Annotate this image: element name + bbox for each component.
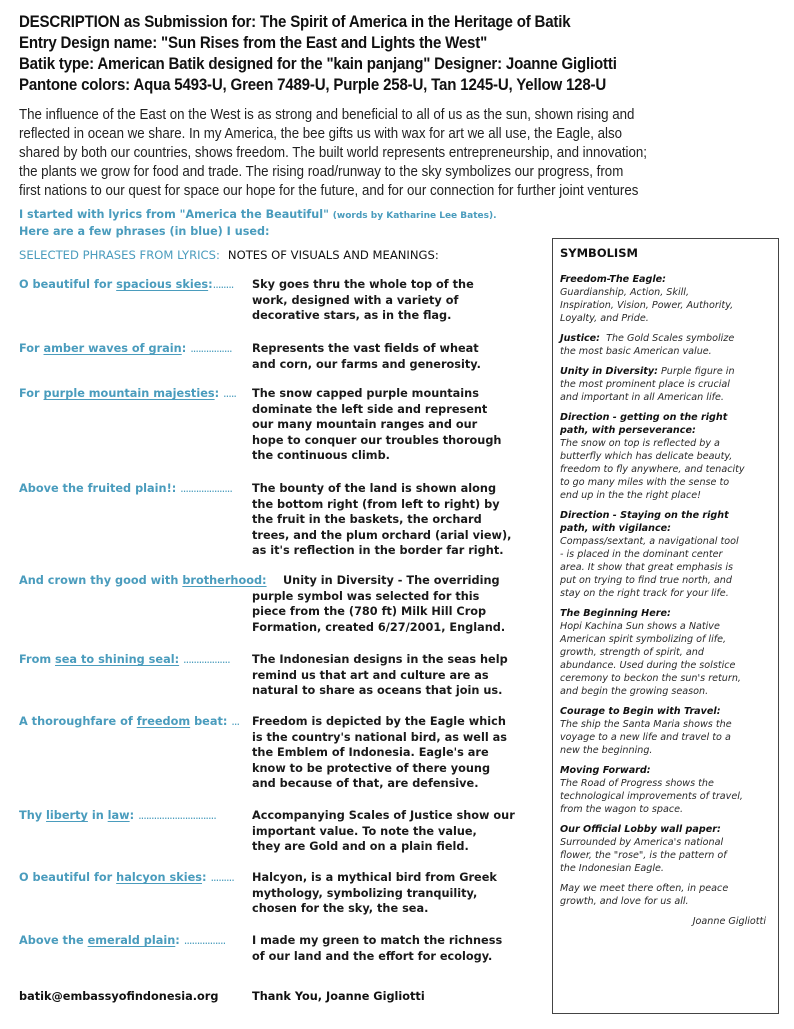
entry-label: Our Official Lobby wall paper: bbox=[560, 824, 721, 835]
intro-line: The influence of the East on the West is as strong and beneficial to all of us as the sun, shown rising and bbox=[19, 107, 635, 123]
note-line: Represents the vast fields of wheat bbox=[252, 342, 479, 355]
phrase-underlined: purple mountain majesties bbox=[43, 387, 215, 400]
symbolism-title: SYMBOLISM bbox=[560, 246, 638, 260]
entry-text-line: and important in all American life. bbox=[560, 392, 724, 403]
symbolism-entry bbox=[560, 705, 778, 757]
intro-paragraph bbox=[19, 106, 794, 201]
symbolism-entries bbox=[560, 273, 778, 875]
phrase-underlined: sea to shining seal: bbox=[55, 653, 180, 666]
symbolism-entry bbox=[560, 509, 778, 600]
note-line: the Emblem of Indonesia. Eagle's are bbox=[252, 746, 489, 760]
note-line: The snow capped purple mountains bbox=[252, 387, 479, 400]
note-line: and corn, our farms and generosity. bbox=[252, 357, 481, 371]
leader-dots: .................... bbox=[180, 482, 232, 495]
lyric-phrase bbox=[19, 808, 216, 824]
note-line: Freedom is depicted by the Eagle which bbox=[252, 715, 506, 728]
entry-text-line: The Road of Progress shows the bbox=[560, 778, 714, 789]
entry-label: Direction - Staying on the right bbox=[560, 510, 729, 521]
entry-text-line: - is placed in the dominant center bbox=[560, 549, 723, 560]
phrase-text: For bbox=[19, 387, 44, 400]
entry-heading-line bbox=[560, 332, 778, 345]
lyrics-intro-line-1 bbox=[19, 207, 497, 224]
lyric-phrase bbox=[19, 870, 234, 886]
entry-heading-line bbox=[560, 823, 778, 836]
closing-line: growth, and love for us all. bbox=[560, 896, 689, 907]
symbolism-entry bbox=[560, 332, 778, 358]
note-line: work, designed with a variety of bbox=[252, 293, 459, 307]
visual-note bbox=[252, 870, 542, 917]
lyric-phrase bbox=[19, 933, 225, 949]
entry-text-line: butterfly which has delicate beauty, bbox=[560, 451, 733, 462]
note-line: is the country's national bird, as well as bbox=[252, 730, 507, 744]
phrase-text: Above the fruited plain!: bbox=[19, 482, 181, 495]
contact-email: batik@embassyofindonesia.org bbox=[19, 990, 219, 1003]
lyric-phrase bbox=[19, 573, 267, 589]
note-line: I made my green to match the richness bbox=[252, 934, 503, 947]
symbolism-entry bbox=[560, 411, 778, 502]
note-line: of our land and the effort for ecology. bbox=[252, 949, 493, 963]
entry-label: Courage to Begin with Travel: bbox=[560, 706, 721, 717]
symbolism-entry bbox=[560, 365, 778, 404]
symbolism-entry bbox=[560, 764, 778, 816]
entry-text-line: new the beginning. bbox=[560, 745, 653, 756]
visual-note bbox=[252, 808, 542, 855]
visual-note bbox=[252, 714, 542, 792]
note-line: Unity in Diversity - The overriding bbox=[283, 574, 500, 587]
phrase-text: : bbox=[208, 278, 213, 291]
entry-text-line: freedom to fly anywhere, and tenacity bbox=[560, 464, 745, 475]
visual-note bbox=[252, 386, 542, 464]
phrase-underlined: emerald plain bbox=[87, 934, 176, 947]
leader-dots: ........ bbox=[212, 278, 234, 291]
note-line: the bottom right (from left to right) by bbox=[252, 497, 500, 511]
entry-text-line: to go many miles with the sense to bbox=[560, 477, 730, 488]
phrase-text: : bbox=[214, 387, 224, 400]
note-line: dominate the left side and represent bbox=[252, 402, 488, 416]
note-line: The bounty of the land is shown along bbox=[252, 482, 497, 495]
entry-text-line: American spirit symbolizing of life, bbox=[560, 634, 727, 645]
intro-line: the plants we grow for food and trade. The rising road/runway to the sky symbolizes our progress, from bbox=[19, 164, 624, 180]
entry-heading-line bbox=[560, 509, 778, 522]
visual-note bbox=[252, 341, 542, 372]
intro-line: shared by both our countries, shows freedom. The built world represents entrepreneurship, and innovation; bbox=[19, 145, 647, 161]
closing-line: May we meet there often, in peace bbox=[560, 883, 729, 894]
entry-text-line: The snow on top is reflected by a bbox=[560, 438, 720, 449]
entry-text-line: Inspiration, Vision, Power, Authority, bbox=[560, 300, 734, 311]
entry-heading-line bbox=[560, 411, 778, 424]
leader-dots: .................. bbox=[183, 653, 230, 666]
note-line: remind us that art and culture are as bbox=[252, 668, 489, 682]
entry-text-line: the most prominent place is crucial bbox=[560, 379, 730, 390]
entry-heading-line bbox=[560, 607, 778, 620]
entry-label: Freedom-The Eagle: bbox=[560, 274, 667, 285]
entry-text-line: Hopi Kachina Sun shows a Native bbox=[560, 621, 720, 632]
note-line: natural to share as oceans that join us. bbox=[252, 684, 503, 698]
note-line: the continuous climb. bbox=[252, 449, 390, 463]
entry-text-line: Compass/sextant, a navigational tool bbox=[560, 536, 739, 547]
phrase-text: From bbox=[19, 653, 56, 666]
note-line: Halcyon, is a mythical bird from Greek bbox=[252, 871, 497, 884]
entry-label: path, with perseverance: bbox=[560, 425, 696, 436]
entry-text-line: and begin the growing season. bbox=[560, 686, 709, 697]
entry-heading-line bbox=[560, 705, 778, 718]
note-line: and because of that, are defensive. bbox=[252, 777, 479, 791]
note-line: chosen for the sky, the sea. bbox=[252, 902, 429, 916]
document-header bbox=[19, 12, 662, 96]
phrase-underlined: spacious skies bbox=[116, 278, 209, 291]
leader-dots: .............................. bbox=[138, 809, 216, 822]
header-description-line: DESCRIPTION as Submission for: The Spirit of America in the Heritage of Batik bbox=[19, 13, 571, 31]
symbolism-entry bbox=[560, 823, 778, 875]
header-entry-name-line: Entry Design name: "Sun Rises from the East and Lights the West" bbox=[19, 34, 488, 52]
entry-text: Purple figure in bbox=[657, 366, 735, 377]
lyric-phrase bbox=[19, 714, 239, 730]
leader-dots: ......... bbox=[210, 871, 234, 884]
entry-heading-line bbox=[560, 365, 778, 378]
phrase-text: O beautiful for bbox=[19, 871, 117, 884]
lyric-phrase bbox=[19, 341, 232, 357]
phrase-text: Thy bbox=[19, 809, 47, 822]
entry-text-line: area. It show that great emphasis is bbox=[560, 562, 734, 573]
entry-text-line: abundance. Used during the solstice bbox=[560, 660, 736, 671]
note-line: hope to conquer our troubles thorough bbox=[252, 433, 502, 447]
intro-line: reflected in ocean we share. In my America, the bee gifts us with wax for art we all use, the Eagle, also bbox=[19, 126, 623, 142]
note-line: decorative stars, as in the flag. bbox=[252, 309, 452, 323]
phrase-text: : bbox=[181, 342, 191, 355]
note-line: as it's reflection in the border far right. bbox=[252, 544, 504, 558]
entry-text-line: Loyalty, and Pride. bbox=[560, 313, 649, 324]
phrase-underlined: freedom bbox=[136, 715, 191, 728]
phrase-underlined: law bbox=[107, 809, 130, 822]
phrase-text: A thoroughfare of bbox=[19, 715, 137, 728]
note-line: trees, and the plum orchard (arial view), bbox=[252, 528, 512, 542]
entry-label: Unity in Diversity: bbox=[560, 366, 658, 377]
entry-label: The Beginning Here: bbox=[560, 608, 671, 619]
symbolism-box bbox=[552, 238, 779, 1014]
leader-dots: ................ bbox=[183, 934, 226, 947]
note-line: they are Gold and on a plain field. bbox=[252, 840, 469, 854]
notes-heading: NOTES OF VISUALS AND MEANINGS: bbox=[227, 248, 439, 262]
entry-heading-line bbox=[560, 273, 778, 286]
entry-label: Moving Forward: bbox=[560, 765, 651, 776]
phrase-underlined: liberty bbox=[46, 809, 88, 822]
entry-text-line: technological improvements of travel, bbox=[560, 791, 743, 802]
note-line: our many mountain ranges and our bbox=[252, 418, 478, 432]
visual-note bbox=[252, 933, 542, 964]
phrase-underlined: halcyon skies bbox=[116, 871, 203, 884]
visual-note bbox=[252, 573, 573, 635]
header-pantone-line: Pantone colors: Aqua 5493-U, Green 7489-U, Purple 258-U, Tan 1245-U, Yellow 128-U bbox=[19, 76, 607, 94]
entry-text-line: voyage to a new life and travel to a bbox=[560, 732, 731, 743]
entry-heading-line bbox=[560, 764, 778, 777]
phrase-text: beat: bbox=[190, 715, 232, 728]
thank-you-signoff: Thank You, Joanne Gigliotti bbox=[252, 990, 425, 1003]
column-headings bbox=[19, 247, 439, 263]
lyric-phrase bbox=[19, 386, 236, 402]
phrase-text: : bbox=[175, 934, 184, 947]
entry-text-line: Guardianship, Action, Skill, bbox=[560, 287, 689, 298]
note-line: mythology, symbolizing tranquility, bbox=[252, 886, 478, 900]
entry-text-line: from the wagon to space. bbox=[560, 804, 684, 815]
entry-text-line: stay on the right track for your life. bbox=[560, 588, 729, 599]
visual-note bbox=[252, 277, 542, 324]
phrases-heading: SELECTED PHRASES FROM LYRICS: bbox=[19, 248, 220, 262]
phrase-underlined: amber waves of grain bbox=[43, 342, 182, 355]
phrase-text: For bbox=[19, 342, 44, 355]
note-line: important value. To note the value, bbox=[252, 824, 477, 838]
note-line: Accompanying Scales of Justice show our bbox=[252, 809, 515, 822]
visual-note bbox=[252, 652, 542, 699]
symbolism-entry bbox=[560, 607, 778, 698]
entry-text-line: The ship the Santa Maria shows the bbox=[560, 719, 732, 730]
entry-text-line: the Indonesian Eagle. bbox=[560, 863, 664, 874]
entry-text-line: flower, the "rose", is the pattern of bbox=[560, 850, 727, 861]
symbolism-entry bbox=[560, 273, 778, 325]
entry-label: path, with vigilance: bbox=[560, 523, 671, 534]
entry-label: Justice: bbox=[560, 333, 601, 344]
note-line: the fruit in the baskets, the orchard bbox=[252, 513, 482, 527]
lyrics-intro-line-2: Here are a few phrases (in blue) I used: bbox=[19, 225, 270, 238]
note-line: know to be protective of there young bbox=[252, 761, 491, 775]
lyrics-intro bbox=[19, 207, 497, 240]
phrase-text: : bbox=[129, 809, 139, 822]
entry-text-line: put on trying to find true north, and bbox=[560, 575, 732, 586]
lyric-phrase bbox=[19, 277, 233, 293]
note-line: The Indonesian designs in the seas help bbox=[252, 653, 508, 666]
intro-line: first nations to our quest for space our hope for the future, and for our connection for further joint ventures bbox=[19, 183, 639, 199]
visual-note bbox=[252, 481, 542, 559]
symbolism-signature: Joanne Gigliotti bbox=[692, 916, 766, 927]
header-batik-type-line: Batik type: American Batik designed for the "kain panjang" Designer: Joanne Gigliotti bbox=[19, 55, 617, 73]
entry-text-line: end up in the the right place! bbox=[560, 490, 701, 501]
leader-dots: ..... bbox=[223, 387, 237, 400]
entry-text-line: ceremony to beckon the sun's return, bbox=[560, 673, 741, 684]
phrase-text: And crown thy good with bbox=[19, 574, 183, 587]
note-line: Formation, created 6/27/2001, England. bbox=[252, 620, 506, 634]
entry-label: Direction - getting on the right bbox=[560, 412, 728, 423]
entry-text-line: growth, strength of spirit, and bbox=[560, 647, 704, 658]
note-line: piece from the (780 ft) Milk Hill Crop bbox=[252, 605, 487, 619]
lyric-phrase bbox=[19, 652, 230, 668]
note-line: Sky goes thru the whole top of the bbox=[252, 278, 474, 291]
leader-dots: ... bbox=[231, 715, 240, 728]
leader-dots: ................ bbox=[190, 342, 232, 355]
phrase-text: in bbox=[87, 809, 108, 822]
entry-text-line: the most basic American value. bbox=[560, 346, 712, 357]
note-line: purple symbol was selected for this bbox=[252, 589, 480, 603]
phrase-text: Above the bbox=[19, 934, 88, 947]
lyric-phrase bbox=[19, 481, 232, 497]
symbolism-closing bbox=[560, 882, 778, 908]
lyrics-intro-main: I started with lyrics from "America the Beautiful" bbox=[19, 208, 333, 221]
phrase-underlined: brotherhood: bbox=[182, 574, 267, 587]
phrase-text: O beautiful for bbox=[19, 278, 117, 291]
lyrics-credit: (words by Katharine Lee Bates). bbox=[332, 211, 497, 221]
phrase-text: : bbox=[202, 871, 211, 884]
entry-text: The Gold Scales symbolize bbox=[600, 333, 735, 344]
entry-text-line: Surrounded by America's national bbox=[560, 837, 724, 848]
